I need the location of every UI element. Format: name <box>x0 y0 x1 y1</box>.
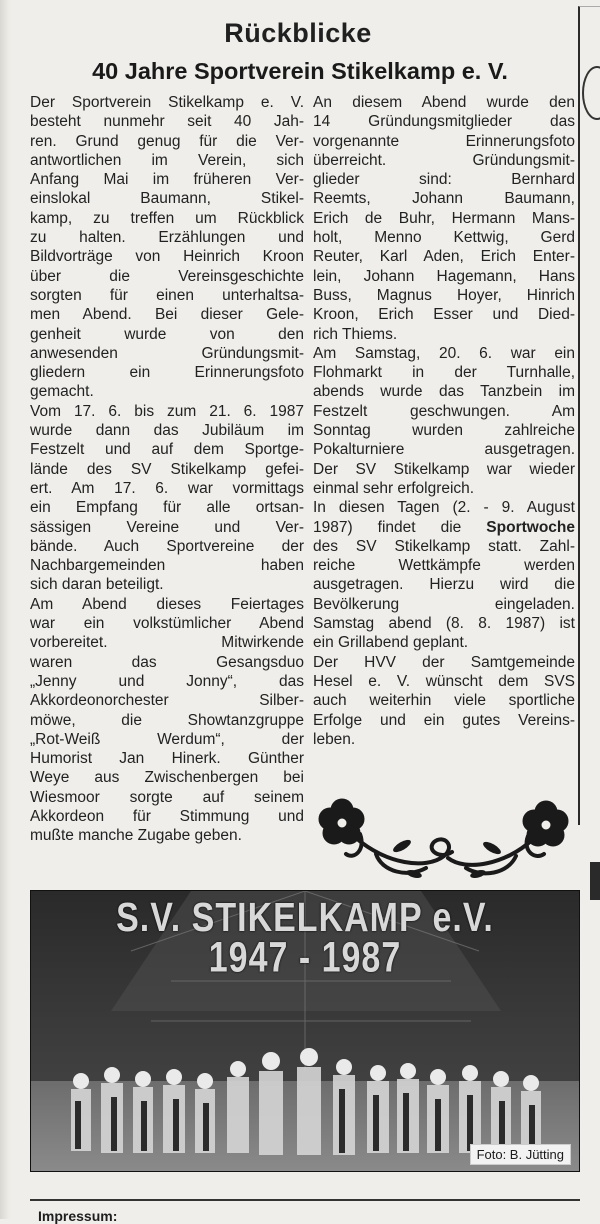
left-column-line: lände des SV Stikelkamp gefei- <box>30 460 304 478</box>
left-column-line: kamp, zu treffen um Rückblick <box>30 209 304 227</box>
right-column-line: An diesem Abend wurde den <box>313 94 575 111</box>
left-column-line: Wiesmoor sorgte auf seinem <box>30 788 304 806</box>
left-column-line: Der Sportverein Stikelkamp e. V. <box>30 94 304 111</box>
left-column-line: einslokal Baumann, Stikel- <box>30 190 304 208</box>
right-column-line: Hesel e. V. wünscht dem SVS <box>313 672 575 690</box>
right-column-line: In diesen Tagen (2. - 9. August <box>313 499 575 517</box>
left-column-line: zu halten. Erzählungen und <box>30 229 304 247</box>
right-column-line: reiche Wettkämpfe werden <box>313 557 575 575</box>
left-column-line: „Rot-Weiß Werdum“, der <box>30 730 304 748</box>
right-column-line: Der SV Stikelkamp war wieder <box>313 460 575 478</box>
left-column-line: sorgten für einen unterhaltsa- <box>30 286 304 304</box>
left-column-line: men Abend. Bei dieser Gele- <box>30 306 304 324</box>
left-column-line: Am Abend dieses Feiertages <box>30 595 304 613</box>
right-column-line: vorgenannte Erinnerungsfoto <box>313 132 575 150</box>
section-header: Rückblicke <box>224 18 372 48</box>
right-column-line: ausgetragen. Hierzu wird die <box>313 576 575 594</box>
right-column-line: ein Grillabend geplant. <box>313 634 469 652</box>
right-column-line: überreicht. Gründungsmit- <box>313 151 575 169</box>
right-column-line: rich Thiems. <box>313 325 398 343</box>
right-column-line: Am Samstag, 20. 6. war ein <box>313 344 575 362</box>
left-column-line: Akkordeon für Stimmung und <box>30 807 304 825</box>
left-column-line: anwesenden Gründungsmit- <box>30 344 304 362</box>
right-column-line: auch weiterhin viele sportliche <box>313 692 575 710</box>
left-column-line: wurde dann das Jubiläum im <box>30 422 304 440</box>
right-column-line: des SV Stikelkamp statt. Zahl- <box>313 537 575 555</box>
photo-banner-title: S.V. STIKELKAMP e.V. <box>116 895 494 941</box>
photo-credit: Foto: B. Jütting <box>470 1144 571 1165</box>
left-column-line: antwortlichen im Verein, sich <box>30 151 304 169</box>
left-column-line: ein Empfang für alle ortsan- <box>30 499 304 517</box>
left-column-line: „Jenny und Jonny“, das <box>30 672 304 690</box>
sportwoche-emphasis: Sportwoche <box>486 518 575 536</box>
left-column-line: Festzelt und auf dem Sportge- <box>30 441 304 459</box>
right-column-line: einmal sehr erfolgreich. <box>313 479 475 497</box>
right-column-line: Kroon, Erich Esser und Died- <box>313 306 575 324</box>
right-column-line: Festzelt geschwungen. Am <box>313 402 575 420</box>
left-column-line: waren das Gesangsduo <box>30 653 304 671</box>
left-column-line: ren. Grund genug für die Ver- <box>30 132 304 150</box>
right-column-line: Erfolge und ein gutes Vereins- <box>313 711 575 729</box>
left-column-line: Anfang Mai im früheren Ver- <box>30 171 304 189</box>
right-column-line: glieder sind: Bernhard <box>313 171 575 189</box>
page-edge-left <box>0 0 12 1219</box>
right-column-line: Pokalturniere ausgetragen. <box>313 441 575 459</box>
right-column-line: Sonntag wurden zahlreiche <box>313 422 575 440</box>
flower-ornament-icon <box>316 794 574 882</box>
left-column-line: Humorist Jan Hinerk. Günther <box>30 750 304 768</box>
left-column-line: besteht nunmehr seit 40 Jah- <box>30 113 304 131</box>
article-title: 40 Jahre Sportverein Stikelkamp e. V. <box>92 58 508 84</box>
left-column-line: Vom 17. 6. bis zum 21. 6. 1987 <box>30 402 304 420</box>
right-column-line: Samstag abend (8. 8. 1987) ist <box>313 615 575 633</box>
left-column-line: vorbereitet. Mitwirkende <box>30 634 304 652</box>
left-column-line: Akkordeonorchester Silber- <box>30 692 304 710</box>
left-column-line: möwe, die Showtanzgruppe <box>30 711 304 729</box>
left-column-line: genheit wurde von den <box>30 325 304 343</box>
left-column-line: ert. Am 17. 6. war vormittags <box>30 479 304 497</box>
right-column-line: Bevölkerung eingeladen. <box>313 595 575 613</box>
right-column-line: Flohmarkt in der Turnhalle, <box>313 364 575 382</box>
right-column-line: Reemts, Johann Baumann, <box>313 190 575 208</box>
left-column-line: über die Vereinsgeschichte <box>30 267 304 285</box>
right-column-line: abends wurde das Tanzbein im <box>313 383 575 401</box>
left-column-line: gemacht. <box>30 383 94 401</box>
right-column-line: Reuter, Karl Aden, Erich Enter- <box>313 248 575 266</box>
left-column-line: gliedern ein Erinnerungsfoto <box>30 364 304 382</box>
left-column-line: sässigen Vereine und Ver- <box>30 518 304 536</box>
right-column-line <box>313 518 575 537</box>
left-column-line: war ein volkstümlicher Abend <box>30 615 304 633</box>
sportwoche-prefix: 1987) findet die <box>313 518 487 536</box>
right-column-line: Buss, Magnus Hoyer, Hinrich <box>313 286 575 304</box>
photo-banner-years: 1947 - 1987 <box>208 934 402 982</box>
right-column-line: Der HVV der Samtgemeinde <box>313 653 575 671</box>
left-column-line: Weye aus Zwischenbergen bei <box>30 769 304 787</box>
adjacent-article-bar <box>590 862 600 900</box>
right-column-line: leben. <box>313 730 356 748</box>
event-photo <box>30 890 580 1172</box>
left-column-line: Bildvorträge von Heinrich Kroon <box>30 248 304 266</box>
right-column-line: lein, Johann Hagemann, Hans <box>313 267 575 285</box>
footer-heading: Impressum: <box>38 1208 118 1224</box>
right-column-line: 14 Gründungsmitglieder das <box>313 113 575 131</box>
footer-rule <box>30 1199 580 1201</box>
left-column-line: Nachbargemeinden haben <box>30 557 304 575</box>
left-column-line: mußte manche Zugabe geben. <box>30 827 242 845</box>
left-column-line: bände. Auch Sportvereine der <box>30 537 304 555</box>
adjacent-article-border <box>578 6 600 825</box>
right-column-line: holt, Menno Kettwig, Gerd <box>313 229 575 247</box>
right-column-line: Erich de Buhr, Hermann Mans- <box>313 209 575 227</box>
left-text-column <box>30 93 304 846</box>
left-column-line: sich daran beteiligt. <box>30 576 164 594</box>
right-text-column <box>313 93 575 749</box>
